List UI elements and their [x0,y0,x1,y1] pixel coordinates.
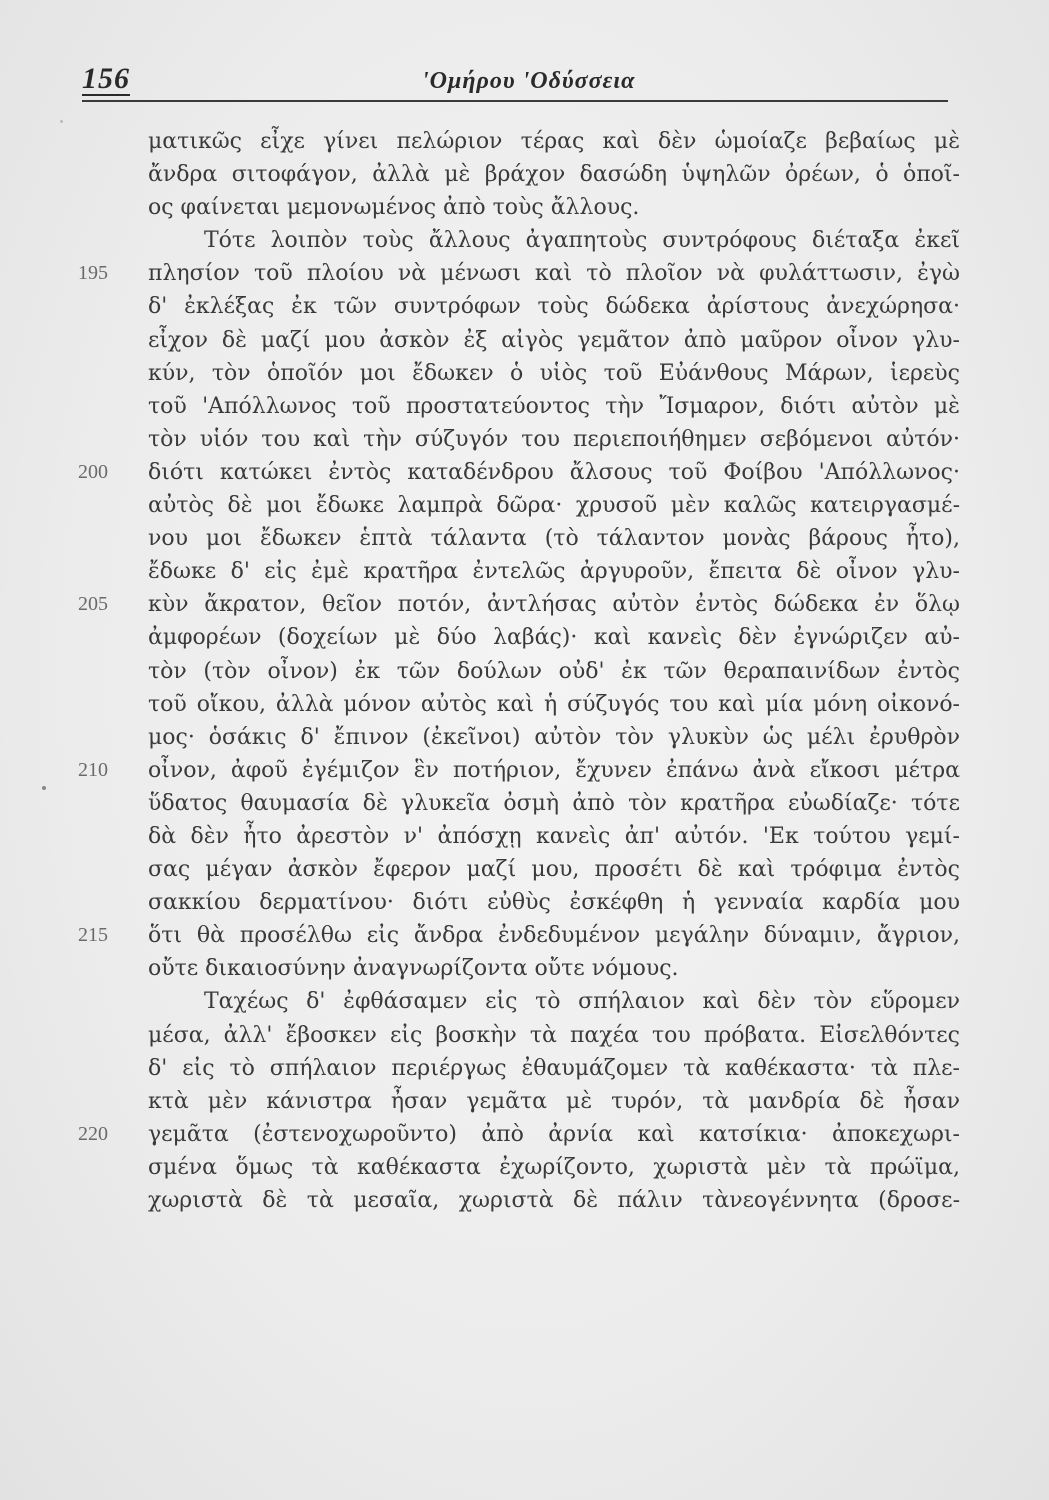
text-line [148,1085,960,1118]
line-text: ος φαίνεται μεμονωμένος ἀπὸ τοὺς ἄλλους. [148,195,640,221]
text-line [148,423,960,456]
text-line [78,919,960,952]
page-header [82,62,948,102]
line-text: κτὰ μὲν κάνιστρα ἦσαν γεμᾶτα μὲ τυρόν, τὰ μανδρία δὲ ἦσαν [148,1088,960,1114]
text-line [148,820,960,853]
line-text: Ταχέως δ' ἐφθάσαμεν εἰς τὸ σπήλαιον καὶ δὲν τὸν εὕρομεν [204,989,960,1015]
line-text: σας μέγαν ἀσκὸν ἔφερον μαζί μου, προσέτι δὲ καὶ τρόφιμα ἐντὸς [148,857,960,883]
page-number: 156 [82,62,130,95]
text-line [148,191,960,224]
line-text: τοῦ οἴκου, ἀλλὰ μόνον αὐτὸς καὶ ἡ σύζυγός του καὶ μία μόνη οἰκονό- [148,691,960,717]
text-line [148,1184,960,1217]
text-line [148,655,960,688]
text-line [148,886,960,919]
line-text: ἄνδρα σιτοφάγον, ἀλλὰ μὲ βράχον δασώδη ὑψηλῶν ὀρέων, ὁ ὁποῖ- [148,162,960,188]
line-number: 220 [78,1122,108,1145]
line-text: διότι κατώκει ἐντὸς καταδένδρου ἄλσους τοῦ Φοίβου 'Απόλλωνος· [148,459,960,485]
line-text: νου μοι ἔδωκεν ἑπτὰ τάλαντα (τὸ τάλαντον μονὰς βάρους ἦτο), [148,526,960,552]
text-line [78,754,960,787]
text-line [148,224,960,257]
text-line [148,125,960,158]
line-text: μέσα, ἀλλ' ἔβοσκεν εἰς βοσκὴν τὰ παχέα του πρόβατα. Εἰσελθόντες [148,1022,960,1048]
header-rule [82,100,948,102]
line-text: κύν, τὸν ὁποῖόν μοι ἔδωκεν ὁ υἱὸς τοῦ Εὐάνθους Μάρων, ἱερεὺς [148,360,960,386]
line-number: 200 [78,460,108,483]
line-text: οἶνον, ἀφοῦ ἐγέμιζον ἓν ποτήριον, ἔχυνεν ἐπάνω ἀνὰ εἴκοσι μέτρα [148,757,960,783]
text-line [148,158,960,191]
text-line [78,588,960,621]
line-text: μος· ὁσάκις δ' ἔπινον (ἐκεῖνοι) αὐτὸν τὸν γλυκὺν ὡς μέλι ἐρυθρὸν [148,724,960,750]
text-line [148,1052,960,1085]
text-line [78,257,960,290]
text-line [148,1151,960,1184]
line-text: σακκίου δερματίνου· διότι εὐθὺς ἐσκέφθη ἡ γενναία καρδία μου [148,890,960,916]
text-line [148,489,960,522]
line-text: χωριστὰ δὲ τὰ μεσαῖα, χωριστὰ δὲ πάλιν τὰνεογέννητα (δροσε- [148,1188,960,1213]
line-text: τὸν (τὸν οἶνον) ἐκ τῶν δούλων οὐδ' ἐκ τῶν θεραπαινίδων ἐντὸς [148,658,960,684]
running-title: 'Ομήρου 'Οδύσσεια [422,68,636,94]
line-text: εἶχον δὲ μαζί μου ἀσκὸν ἐξ αἰγὸς γεμᾶτον ἀπὸ μαῦρον οἶνον γλυ- [148,327,960,353]
text-line [148,555,960,588]
text-line [148,952,960,985]
line-text: ὅτι θὰ προσέλθω εἰς ἄνδρα ἐνδεδυμένον μεγάλην δύναμιν, ἄγριον, [148,923,960,949]
text-line [78,1118,960,1151]
text-line [148,290,960,323]
text-line [148,985,960,1018]
paper-speck [42,786,46,790]
line-text: δὰ δὲν ἦτο ἀρεστὸν ν' ἀπόσχῃ κανεὶς ἀπ' αὐτόν. 'Εκ τούτου γεμί- [148,823,960,849]
paper-speck [60,120,63,123]
line-text: οὔτε δικαιοσύνην ἀναγνωρίζοντα οὔτε νόμους. [148,956,679,982]
line-text: πλησίον τοῦ πλοίου νὰ μένωσι καὶ τὸ πλοῖον νὰ φυλάττωσιν, ἐγὼ [148,261,960,287]
line-text: ὕδατος θαυμασία δὲ γλυκεῖα ὀσμὴ ἀπὸ τὸν κρατῆρα εὐωδίαζε· τότε [148,790,960,816]
line-text: γεμᾶτα (ἐστενοχωροῦντο) ἀπὸ ἀρνία καὶ κατσίκια· ἀποκεχωρι- [148,1121,960,1147]
line-number: 205 [78,593,108,616]
text-line [148,324,960,357]
text-line [148,522,960,555]
line-number: 215 [78,924,108,947]
text-line [148,390,960,423]
line-text: ματικῶς εἶχε γίνει πελώριον τέρας καὶ δὲν ὡμοίαζε βεβαίως μὲ [148,129,960,154]
line-text: κὺν ἄκρατον, θεῖον ποτόν, ἀντλήσας αὐτὸν ἐντὸς δώδεκα ἐν ὅλῳ [148,592,960,618]
text-line [148,621,960,654]
text-line [148,721,960,754]
line-text: Τότε λοιπὸν τοὺς ἄλλους ἀγαπητοὺς συντρόφους διέταξα ἐκεῖ [204,228,960,254]
line-text: αὐτὸς δὲ μοι ἔδωκε λαμπρὰ δῶρα· χρυσοῦ μὲν καλῶς κατειργασμέ- [148,493,960,519]
text-line [148,357,960,390]
text-line [148,853,960,886]
line-text: τὸν υἱόν του καὶ τὴν σύζυγόν του περιεποιήθημεν σεβόμενοι αὐτόν· [148,426,960,452]
text-line [78,456,960,489]
line-number: 195 [78,262,108,285]
line-text: ἀμφορέων (δοχείων μὲ δύο λαβάς)· καὶ κανεὶς δὲν ἐγνώριζεν αὐ- [148,625,960,651]
text-line [148,1019,960,1052]
text-line [148,787,960,820]
line-text: δ' ἐκλέξας ἐκ τῶν συντρόφων τοὺς δώδεκα ἀρίστους ἀνεχώρησα· [148,294,960,320]
line-text: ἔδωκε δ' εἰς ἐμὲ κρατῆρα ἐντελῶς ἀργυροῦν, ἔπειτα δὲ οἶνον γλυ- [148,559,960,585]
page-body-text [78,125,960,1217]
text-line [148,688,960,721]
line-text: σμένα ὅμως τὰ καθέκαστα ἐχωρίζοντο, χωριστὰ μὲν τὰ πρώϊμα, [148,1154,960,1180]
line-text: δ' εἰς τὸ σπήλαιον περιέργως ἐθαυμάζομεν τὰ καθέκαστα· τὰ πλε- [148,1055,960,1081]
line-text: τοῦ 'Απόλλωνος τοῦ προστατεύοντος τὴν Ἴσμαρον, διότι αὐτὸν μὲ [148,393,960,419]
line-number: 210 [78,758,108,781]
